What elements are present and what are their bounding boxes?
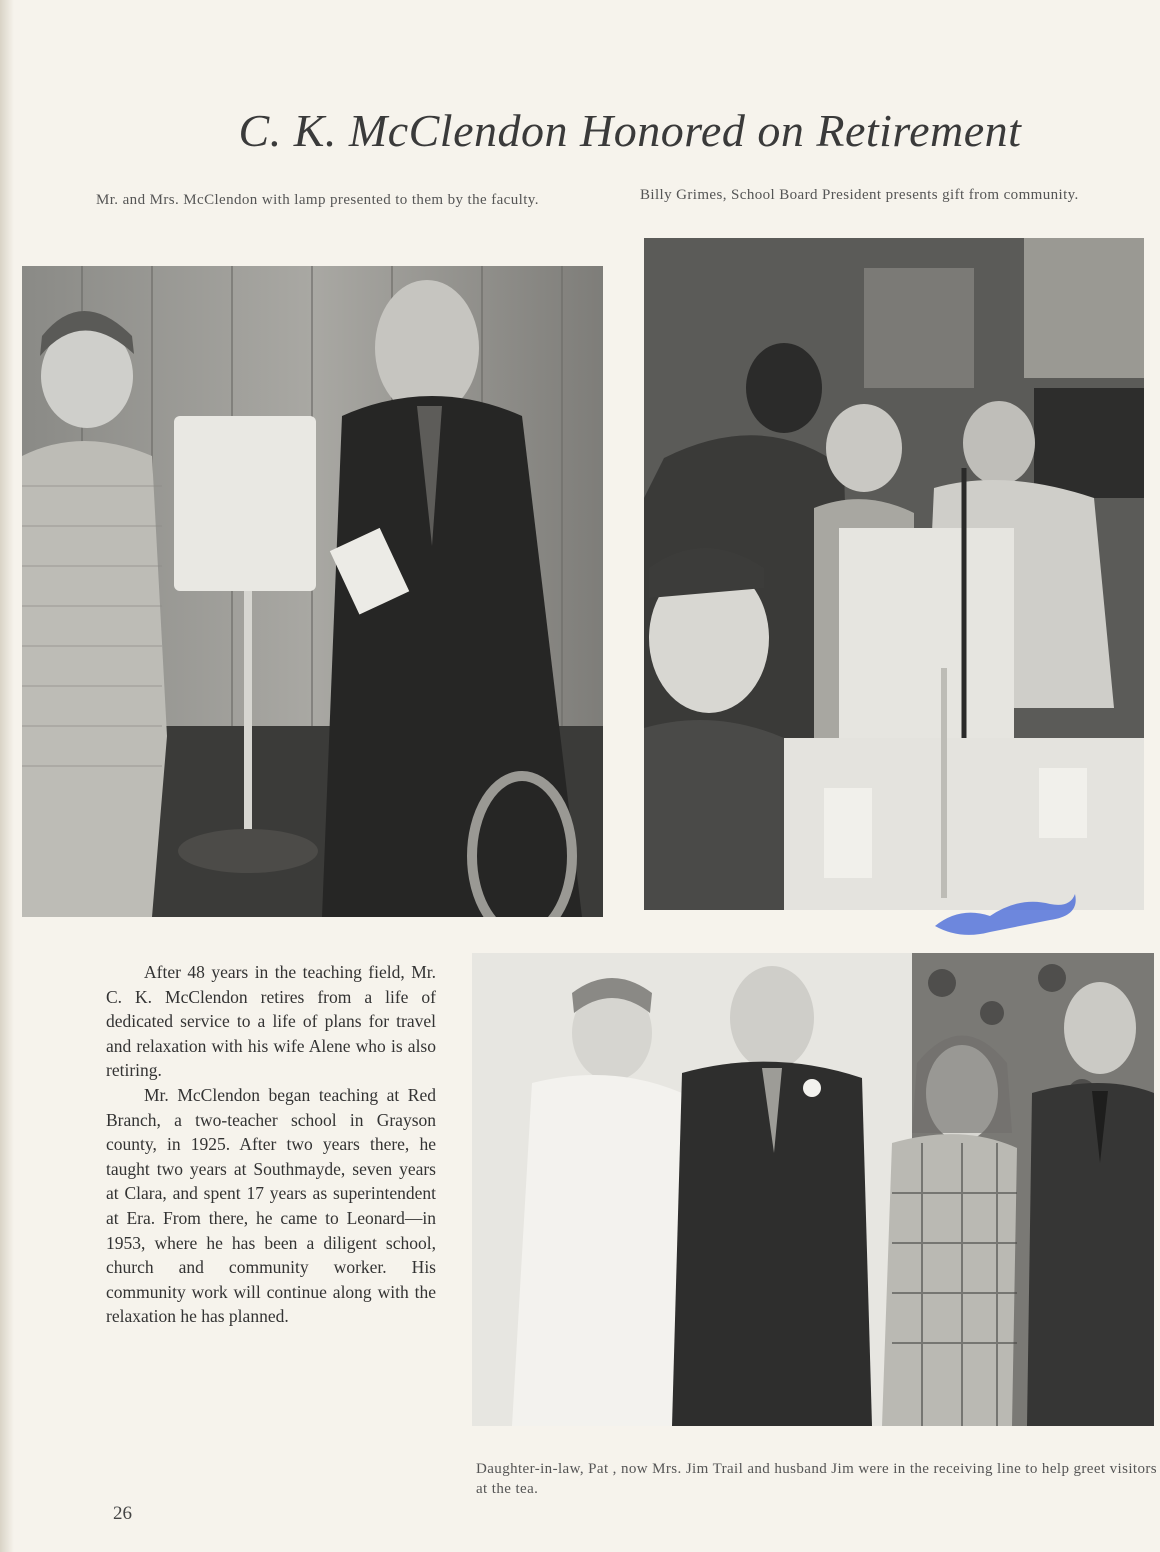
page-title: C. K. McClendon Honored on Retirement bbox=[238, 105, 1022, 156]
page-number: 26 bbox=[113, 1503, 132, 1524]
caption-community-gift: Billy Grimes, School Board President presents gift from community. bbox=[640, 187, 1079, 203]
caption-lamp-presentation: Mr. and Mrs. McClendon with lamp presented to them by the faculty. bbox=[96, 192, 539, 208]
receiving-line-photo bbox=[472, 953, 1154, 1426]
lamp-presentation-photo bbox=[22, 266, 603, 917]
article-paragraph: Mr. McClendon began teaching at Red Branch, a two-teacher school in Grayson county, in 1925. After two years there, he taught two years at Southmayde, seven years at Clara, and spent 17 years as superintendent at Era. From there, he came to Leonard—in 1953, where he has been a diligent school, church and community worker. His community work will continue along with the relaxation he has planned. bbox=[106, 1084, 436, 1327]
ink-smudge bbox=[930, 886, 1080, 942]
article-body bbox=[106, 960, 436, 1329]
article-paragraph: After 48 years in the teaching field, Mr. C. K. McClendon retires from a life of dedicated service to a life of plans for travel and relaxation with his wife Alene who is also retiring. bbox=[106, 962, 436, 1081]
caption-receiving-line: Daughter-in-law, Pat , now Mrs. Jim Trail and husband Jim were in the receiving line to help greet visitors at the tea. bbox=[476, 1461, 1157, 1497]
community-gift-photo bbox=[644, 238, 1144, 910]
page-binding-edge bbox=[0, 0, 14, 1552]
